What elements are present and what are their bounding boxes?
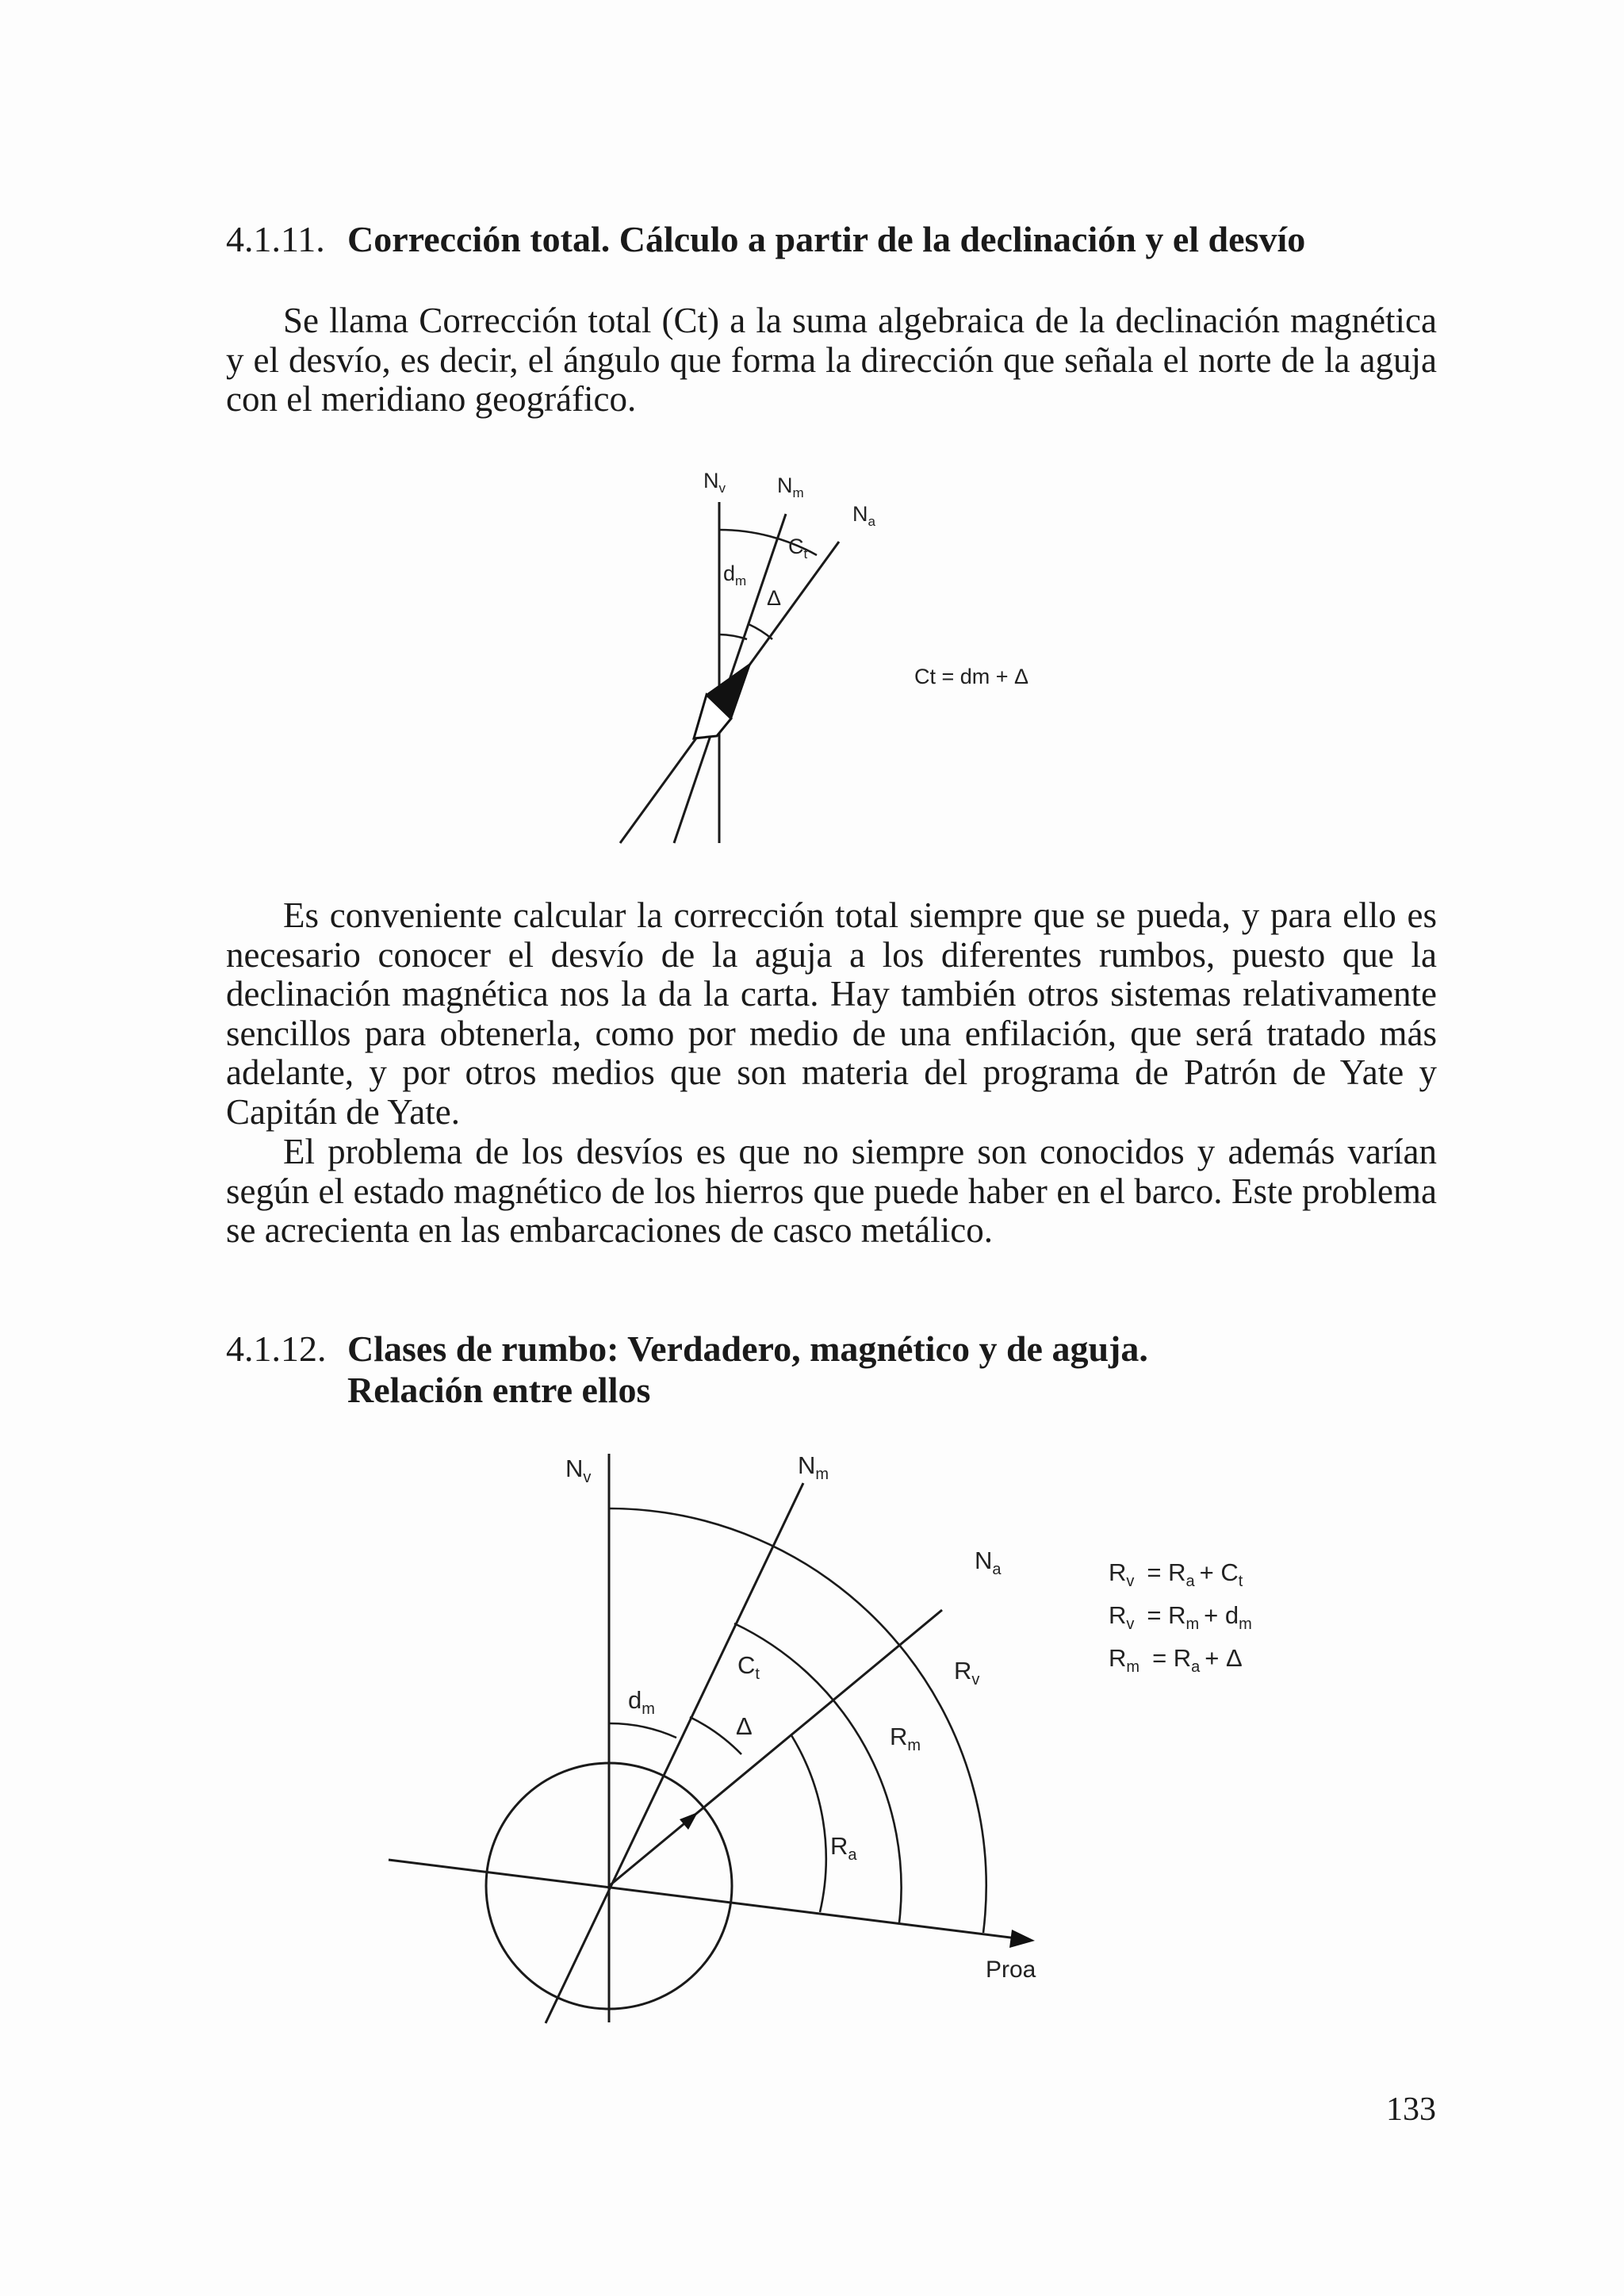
nm-line [546,1483,803,2023]
fig1-label-nv: $N_v$ [703,469,726,496]
formula-row: $R_v = R_m + d_m$ [1109,1601,1252,1633]
paragraph-calculation: Es conveniente calcular la corrección total siempre que se pueda, y para ello es necesario conocer el desvío de la aguja a los diferentes rumbos, puesto que la declinación magnética nos la da la carta. Hay también otros sistemas relativamente sencillos para obtenerla, como por medio de una enfilación, que será tratado más adelante, y por otros medios que son materia del programa de Patrón de Yate y Capitán de Yate. [226,895,1437,1132]
proa-arrow [1009,1930,1035,1948]
fig2-label-delta: Δ [736,1712,753,1740]
delta-arc [749,624,772,639]
delta-arc [690,1717,741,1754]
section-heading-4-1-12-line2 [347,1370,650,1411]
fig1-label-dm: $d_m$ [723,562,747,588]
fig1-label-delta: Δ [767,586,782,610]
section-title-line1: Clases de rumbo: Verdadero, magnético y de aguja. [347,1328,1148,1369]
paragraph-ct-definition: Se llama Corrección total (Ct) a la suma algebraica de la declinación magnética y el desvío, es decir, el ángulo que forma la dirección que señala el norte de la aguja con el meridiano geográfico. [226,301,1437,419]
fig2-label-rv: $R_v$ [954,1657,980,1688]
fig2-label-ra: $R_a$ [830,1832,857,1864]
figure-total-correction [0,460,1624,857]
section-heading-4-1-12 [226,1328,1148,1370]
dm-arc [719,634,747,639]
fig1-label-ct: $C_t$ [788,535,808,562]
fig2-label-na: $N_a$ [975,1547,1002,1578]
section-title: Corrección total. Cálculo a partir de la declinación y el desvío [347,219,1306,259]
fig2-label-nv: $N_v$ [565,1455,592,1486]
ra-arc [791,1735,826,1912]
fig2-label-dm: $d_m$ [628,1686,655,1718]
section-number: 4.1.12. [226,1328,327,1369]
rv-arc [609,1508,986,1933]
proa-line [389,1860,1017,1938]
section-title-line2: Relación entre ellos [347,1370,651,1410]
fig1-label-nm: $N_m$ [777,473,804,500]
fig2-label-rm: $R_m$ [890,1723,921,1754]
section-heading-4-1-11 [226,219,1305,260]
fig2-label-proa: Proa [986,1957,1036,1983]
formula-row: $R_v = R_a + C_t$ [1109,1558,1243,1590]
formula-row: $R_m = R_a + \Delta$ [1109,1644,1243,1676]
figure-course-types [0,1428,1624,2046]
formula-list [1109,1558,1252,1676]
section-number: 4.1.11. [226,219,325,259]
dm-arc [609,1723,676,1738]
fig2-label-nm: $N_m$ [798,1451,829,1483]
paragraph-deviation-problem: El problema de los desvíos es que no siempre son conocidos y además varían según el estado magnético de los hierros que puede haber en el barco. Este problema se acrecienta en las embarcaciones de casco metálico. [226,1132,1437,1250]
na-arrow [680,1812,698,1830]
fig2-label-ct: $C_t$ [737,1651,760,1683]
fig1-formula: Ct = dm + Δ [914,665,1029,688]
page-number: 133 [1386,2091,1436,2128]
fig1-label-na: $N_a$ [852,502,875,529]
